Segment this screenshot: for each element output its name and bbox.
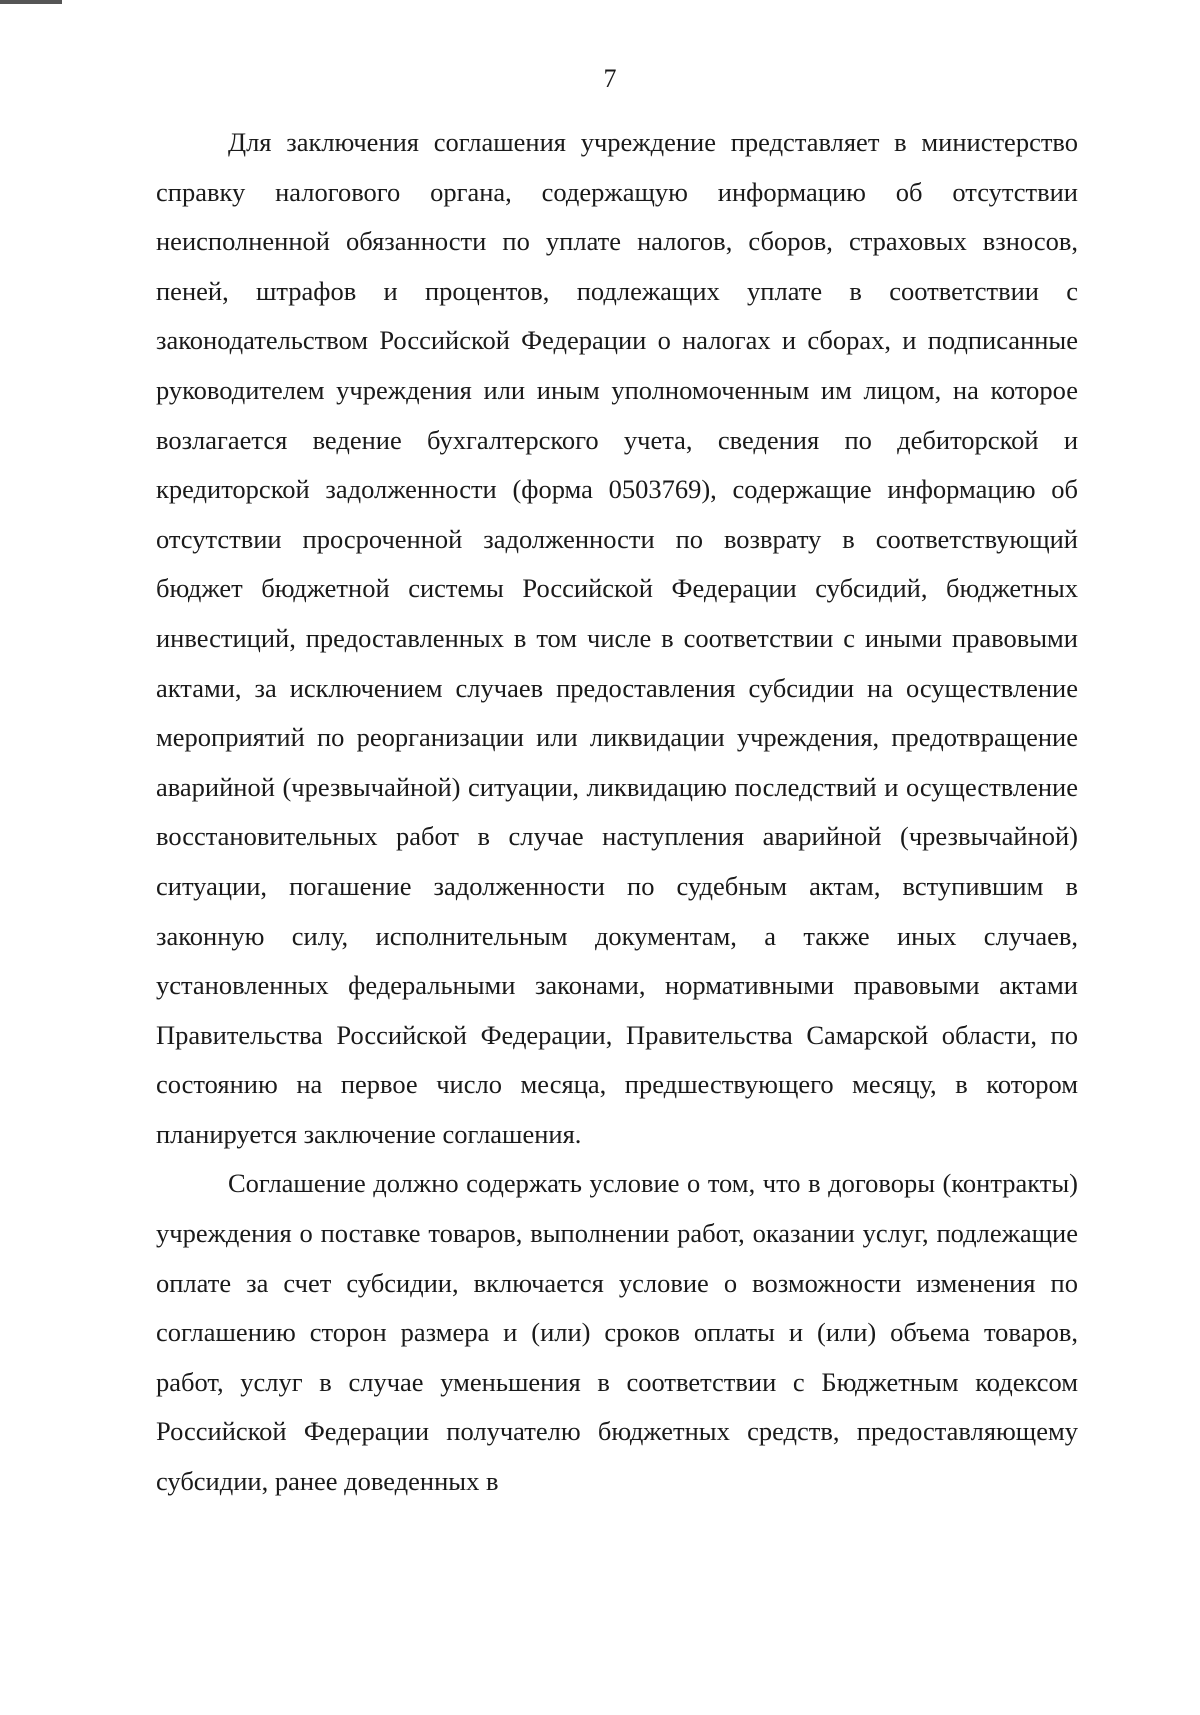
page-number: 7 <box>603 64 617 93</box>
document-body <box>156 118 1078 1507</box>
paragraph-contract-terms: Соглашение должно содержать условие о том, что в договоры (контракты) учреждения о поставке товаров, выполнении работ, оказании услуг, подлежащие оплате за счет субсидии, включается условие о возможности изменения по соглашению сторон размера и (или) сроков оплаты и (или) объема товаров, работ, услуг в случае уменьшения в соответствии с Бюджетным кодексом Российской Федерации получателю бюджетных средств, предоставляющему субсидии, ранее доведенных в <box>156 1168 1078 1497</box>
paragraph-agreement-conditions: Для заключения соглашения учреждение представляет в министерство справку налогового органа, содержащую информацию об отсутствии неисполненной обязанности по уплате налогов, сборов, страховых взносов, пеней, штрафов и процентов, подлежащих уплате в соответствии с законодательством Российской Федерации о налогах и сборах, и подписанные руководителем учреждения или иным уполномоченным им лицом, на которое возлагается ведение бухгалтерского учета, сведения по дебиторской и кредиторской задолженности (форма 0503769), содержащие информацию об отсутствии просроченной задолженности по возврату в соответствующий бюджет бюджетной системы Российской Федерации субсидий, бюджетных инвестиций, предоставленных в том числе в соответствии с иными правовыми актами, за исключением случаев предоставления субсидии на осуществление мероприятий по реорганизации или ликвидации учреждения, предотвращение аварийной (чрезвычайной) ситуации, ликвидацию последствий и осуществление восстановительных работ в случае наступления аварийной (чрезвычайной) ситуации, погашение задолженности по судебным актам, вступившим в законную силу, исполнительным документам, а также иных случаев, установленных федеральными законами, нормативными правовыми актами Правительства Российской Федерации, Правительства Самарской области, по состоянию на первое число месяца, предшествующего месяцу, в котором планируется заключение соглашения. <box>156 127 1078 1149</box>
scan-edge-mark <box>0 0 62 4</box>
